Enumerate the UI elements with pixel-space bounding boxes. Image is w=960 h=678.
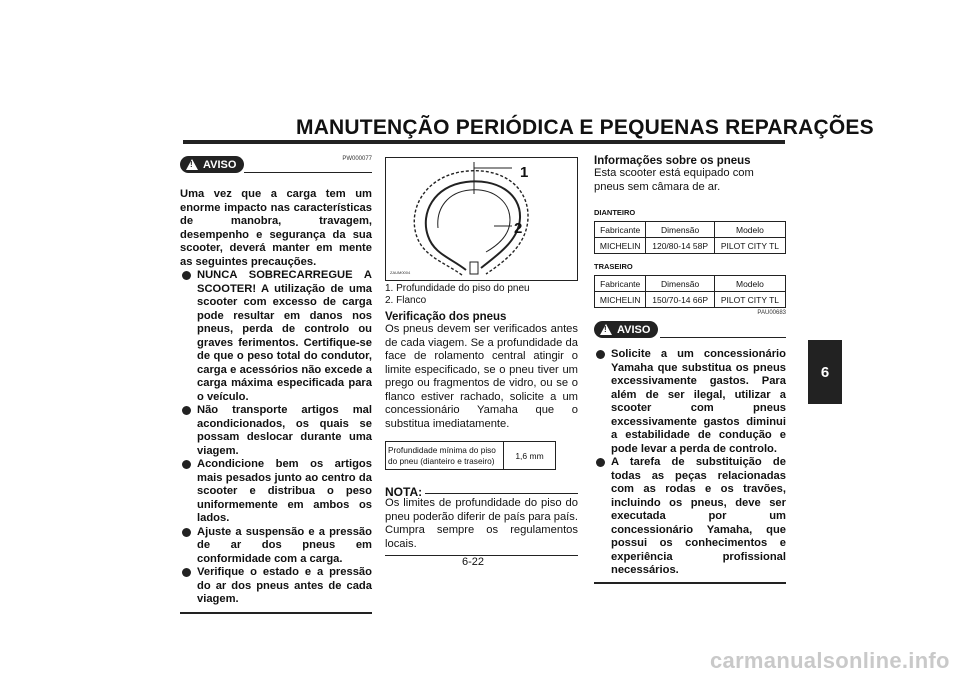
depth-table-label: Profundidade mínima do piso do pneu (dianteiro e traseiro) (386, 442, 504, 469)
aviso-badge (180, 156, 244, 173)
warning-bullet: Não transporte artigos mal acondicionados, os quais se possam deslocar durante uma viagem. (180, 404, 372, 458)
table-row (595, 238, 786, 254)
page-title: MANUTENÇÃO PERIÓDICA E PEQUENAS REPARAÇÕES (296, 116, 874, 139)
warning-bullet: NUNCA SOBRECARREGUE A SCOOTER! A utilização de uma scooter com excesso de carga pode resultar em danos nos pneus, perda de controlo ou graves ferimentos. Certifique-se de que o peso total do condutor, carga e acessórios não excede a carga máxima especificada para o veículo. (180, 269, 372, 404)
warning-bullet: A tarefa de substituição de todas as peças relacionadas com as rodas e os travões, incluindo os pneus, deve ser executada por um concessionário Yamaha, que possui os conhecimentos e experiência profissional necessários. (594, 456, 786, 578)
table-cell: PILOT CITY TL (714, 292, 785, 308)
watermark: carmanualsonline.info (710, 648, 950, 673)
front-label: DIANTEIRO (594, 208, 636, 217)
table-row (595, 292, 786, 308)
table-cell: PILOT CITY TL (714, 238, 785, 254)
nota-label: NOTA: (385, 485, 423, 499)
table-header-row (595, 276, 786, 292)
front-tire-table (594, 221, 786, 254)
legend-item: 1. Profundidade do piso do pneu (385, 283, 530, 294)
warning-end-rule (180, 612, 372, 614)
bullet-icon (596, 458, 605, 467)
right-column (594, 155, 786, 584)
chapter-tab (808, 340, 842, 404)
tire-info-intro: Esta scooter está equipado com pneus sem câmara de ar. (594, 167, 754, 193)
table-cell: 150/70-14 66P (646, 292, 714, 308)
callout-2: 2 (514, 220, 523, 237)
warning-code: PW000077 (342, 156, 372, 162)
warning-bullets-right (594, 348, 786, 578)
bullet-icon (182, 528, 191, 537)
table-header-cell: Fabricante (595, 222, 646, 238)
bullet-icon (182, 568, 191, 577)
warning-code-right: PAU00683 (757, 310, 786, 316)
table-header-cell: Modelo (714, 276, 785, 292)
aviso-rule (244, 172, 372, 173)
aviso-rule-right (660, 337, 786, 338)
table-header-row (595, 222, 786, 238)
legend-item: 2. Flanco (385, 295, 427, 306)
bullet-icon (182, 271, 191, 280)
depth-table (385, 441, 556, 470)
table-header-cell: Dimensão (646, 222, 714, 238)
bullet-icon (182, 460, 191, 469)
aviso-badge-right (594, 321, 658, 338)
table-cell: 120/80-14 58P (646, 238, 714, 254)
nota-rule (425, 493, 578, 494)
warning-triangle-icon (186, 159, 198, 170)
warning-bullets (180, 269, 372, 607)
table-cell: MICHELIN (595, 292, 646, 308)
warning-bullet: Ajuste a suspensão e a pressão de ar dos pneus em conformidade com a carga. (180, 526, 372, 567)
chapter-tab-label: 6 (820, 363, 830, 381)
section-title-tire-check: Verificação dos pneus (385, 311, 507, 323)
callout-1: 1 (520, 164, 529, 181)
left-column (180, 156, 372, 614)
depth-table-value: 1,6 mm (515, 450, 544, 461)
aviso-header-right (594, 310, 786, 346)
warning-end-rule-right (594, 582, 786, 584)
rear-tire-table (594, 275, 786, 308)
page-number: 6-22 (462, 556, 485, 568)
aviso-header (180, 156, 372, 180)
bullet-icon (596, 350, 605, 359)
warning-intro: Uma vez que a carga tem um enorme impacto nas características de manobra, travagem, desempenho e segurança da sua scooter, deverá manter em mente as seguintes precauções. (180, 188, 372, 268)
aviso-label-right: AVISO (617, 323, 651, 336)
middle-column (385, 157, 578, 556)
warning-bullet: Verifique o estado e a pressão do ar dos pneus antes de cada viagem. (180, 566, 372, 607)
table-cell: MICHELIN (595, 238, 646, 254)
table-header-cell: Dimensão (646, 276, 714, 292)
figure-legend (385, 283, 578, 307)
table-header-cell: Modelo (714, 222, 785, 238)
tire-figure (385, 157, 578, 281)
nota-header (385, 483, 578, 497)
tire-cross-section-illustration (386, 158, 577, 280)
nota-text: Os limites de profundidade do piso do pneu poderão diferir de país para país. Cumpra sempre os regulamentos locais. (385, 497, 578, 550)
warning-bullet: Acondicione bem os artigos mais pesados junto ao centro da scooter e distribua o peso uniformemente em ambos os lados. (180, 458, 372, 526)
warning-triangle-icon (600, 324, 612, 335)
figure-code: ZAUM0004 (390, 270, 411, 275)
rear-label: TRASEIRO (594, 262, 633, 271)
bullet-icon (182, 406, 191, 415)
warning-bullet: Solicite a um concessionário Yamaha que substitua os pneus excessivamente gastos. Para além de ser ilegal, utilizar a scooter com pneus excessivamente gastos diminui a estabilidade de condução e pode levar a perda de controlo. (594, 348, 786, 456)
aviso-label: AVISO (203, 158, 237, 171)
tire-check-body: Os pneus devem ser verificados antes de cada viagem. Se a profundidade da face de rolamento central atingir o limite especificado, se o pneu tiver um prego ou fragmentos de vidro, ou se o flanco estiver rachado, solicite a um concessionário Yamaha que o substitua imediatamente. (385, 323, 578, 430)
section-title-tire-info: Informações sobre os pneus (594, 155, 751, 167)
title-rule (183, 140, 785, 144)
table-header-cell: Fabricante (595, 276, 646, 292)
